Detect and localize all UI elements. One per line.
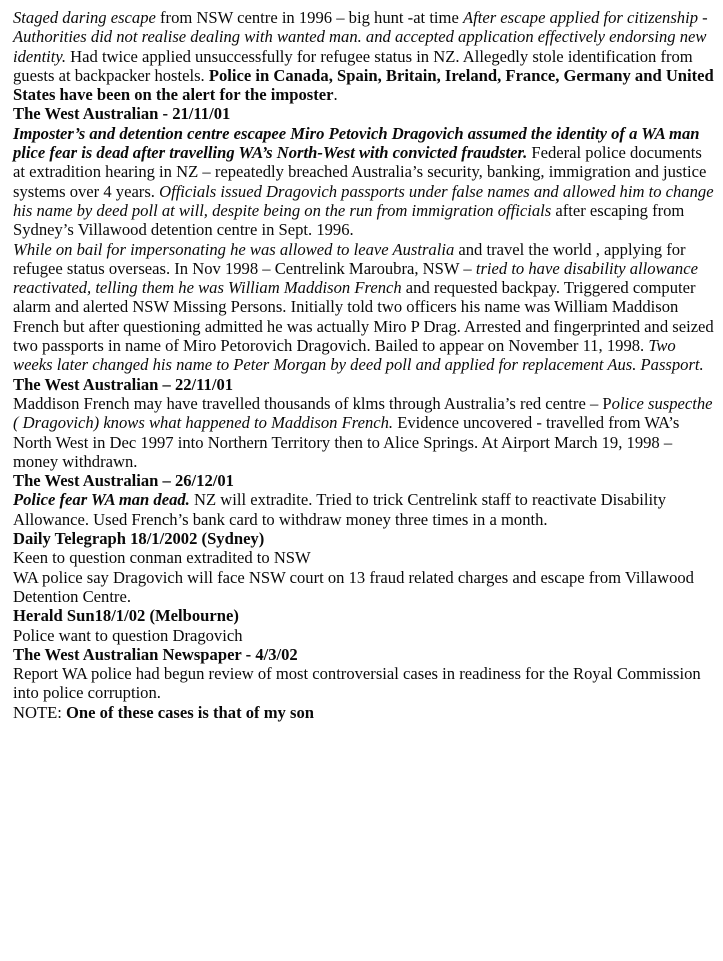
text-run: The West Australian Newspaper - 4/3/02 xyxy=(13,644,298,664)
text-paragraph xyxy=(13,8,715,104)
text-run: Staged daring escape xyxy=(13,8,156,27)
text-run: Herald Sun18/1/02 xyxy=(13,606,146,626)
text-run: (Melbourne) xyxy=(145,606,239,626)
text-run: Daily Telegraph 18/1/2002 xyxy=(13,529,198,549)
text-run: Imposter’s and detention centre escapee Miro Petovich Dragovich assumed the identity of a WA man plice fear is dead after travelling WA’s North-West with convicted fraudster. xyxy=(13,123,700,163)
text-run: Report WA police had begun review of most controversial cases in readiness for the Royal Commission into police corruption. xyxy=(13,664,701,703)
text-run: WA police say Dragovich will face NSW court on 13 fraud related charges and escape from Villawood Detention Centre. xyxy=(13,567,694,606)
text-run: . xyxy=(333,85,338,105)
text-run: Federal police documents at extradition hearing in NZ – repeatedly breached Australia’s security, banking, immigration and justice systems over 4 years. xyxy=(13,143,707,201)
text-run: Police want to question Dragovich xyxy=(13,625,243,645)
text-paragraph xyxy=(13,626,715,645)
text-run: Police in Canada, Spain, Britain, Ireland, France, Germany and United States have been on the alert for the imposter xyxy=(13,65,714,105)
text-run: One of these cases is that of my son xyxy=(66,702,314,722)
text-paragraph xyxy=(13,703,715,722)
text-run: Evidence uncovered - travelled from WA’s North West in Dec 1997 into Northern Territory then to Alice Springs. At Airport March 19, 1998 – money withdrawn. xyxy=(13,413,680,471)
text-paragraph xyxy=(13,394,715,471)
text-run: Had twice applied unsuccessfully for refugee status in NZ. Allegedly stole identification from guests at backpacker hostels. xyxy=(13,46,693,85)
text-paragraph xyxy=(13,568,715,607)
text-run: Keen to question conman extradited to NSW xyxy=(13,548,311,568)
text-run: Two weeks later changed his name to Peter Morgan by deed poll and applied for replacement Aus. Passport. xyxy=(13,336,704,375)
source-heading xyxy=(13,104,715,123)
text-run: The West Australian - 21/11/01 xyxy=(13,104,231,124)
text-paragraph xyxy=(13,548,715,567)
text-paragraph xyxy=(13,664,715,703)
text-paragraph xyxy=(13,490,715,529)
text-run: The West Australian – 22/11/01 xyxy=(13,374,234,394)
text-run: Police fear WA man dead. xyxy=(13,490,190,510)
text-run: Officials issued Dragovich passports under false names and allowed him to change his name by deed poll at will, despite being on the run from immigration officials xyxy=(13,181,714,220)
text-run: The West Australian – 26/12/01 xyxy=(13,471,234,491)
text-run: olice suspecthe ( Dragovich) knows what happened to Maddison French. xyxy=(13,393,713,433)
text-run: and requested backpay. Triggered computer alarm and alerted NSW Missing Persons. Initially told two officers his name was William Maddison French but after questioning admitted he was actually Miro P Drag. Arrested and fingerprinted and seized two passports in name of Miro Petorovich Dragovich. Bailed to appear on November 11, 1998. xyxy=(13,278,714,356)
source-heading xyxy=(13,645,715,664)
text-run: While on bail for impersonating he was allowed to leave Australia xyxy=(13,239,455,259)
text-run: and travel the world , applying for refugee status overseas. In Nov 1998 – Centrelink Maroubra, NSW – xyxy=(13,239,686,278)
text-run: NZ will extradite. Tried to trick Centrelink staff to reactivate Disability Allowance. Used French’s bank card to withdraw money three times in a month. xyxy=(13,490,667,529)
text-run: (Sydney) xyxy=(197,529,265,549)
source-heading xyxy=(13,471,715,490)
source-heading xyxy=(13,529,715,548)
source-heading xyxy=(13,606,715,625)
text-run: from NSW centre in 1996 – big hunt -at time xyxy=(155,8,463,27)
text-run: after escaping from Sydney’s Villawood detention centre in Sept. 1996. xyxy=(13,200,685,240)
text-paragraph xyxy=(13,124,715,240)
source-heading xyxy=(13,375,715,394)
text-paragraph xyxy=(13,240,715,375)
text-run: NOTE: xyxy=(13,702,66,722)
text-run: After escape applied for citizenship - Authorities did not realise dealing with wanted man. and accepted application effectively endorsing new identity. xyxy=(13,8,708,66)
text-run: tried to have disability allowance reactivated, telling them he was William Maddison French xyxy=(13,258,698,298)
text-run: Maddison French may have travelled thousands of klms through Australia’s red centre – P xyxy=(13,393,612,413)
